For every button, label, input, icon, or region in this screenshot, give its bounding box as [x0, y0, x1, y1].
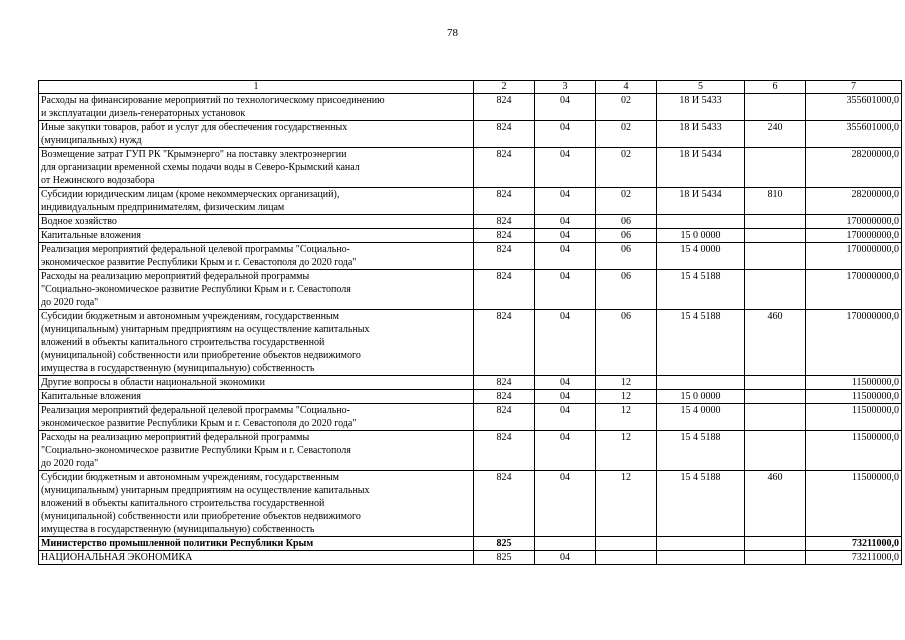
row-amount: 73211000,0 [806, 551, 902, 565]
header-col-3: 3 [535, 81, 596, 94]
row-description: Водное хозяйство [39, 215, 474, 229]
table-row [39, 215, 902, 229]
row-col-6 [745, 390, 806, 404]
table-row [39, 404, 902, 431]
row-amount: 28200000,0 [806, 188, 902, 215]
row-description: Субсидии юридическим лицам (кроме некоммерческих организаций), индивидуальным предпринимателям, физическим лицам [39, 188, 474, 215]
row-col-4: 12 [596, 471, 657, 537]
row-col-3: 04 [535, 376, 596, 390]
row-col-3: 04 [535, 390, 596, 404]
row-col-2: 824 [474, 121, 535, 148]
header-col-7: 7 [806, 81, 902, 94]
row-amount: 11500000,0 [806, 404, 902, 431]
row-amount: 170000000,0 [806, 270, 902, 310]
row-amount: 28200000,0 [806, 148, 902, 188]
row-amount: 73211000,0 [806, 537, 902, 551]
row-col-2: 824 [474, 215, 535, 229]
row-amount: 11500000,0 [806, 390, 902, 404]
row-description: Другие вопросы в области национальной экономики [39, 376, 474, 390]
row-description: Расходы на реализацию мероприятий федеральной программы "Социально-экономическое развитие Республики Крым и г. Севастополя до 2020 года" [39, 270, 474, 310]
row-description: Капитальные вложения [39, 229, 474, 243]
row-col-6 [745, 94, 806, 121]
row-col-2: 825 [474, 537, 535, 551]
row-col-3: 04 [535, 121, 596, 148]
row-amount: 11500000,0 [806, 431, 902, 471]
row-col-4: 02 [596, 121, 657, 148]
row-col-4 [596, 537, 657, 551]
row-description: Расходы на реализацию мероприятий федеральной программы "Социально-экономическое развитие Республики Крым и г. Севастополя до 2020 года" [39, 431, 474, 471]
row-col-2: 824 [474, 390, 535, 404]
row-col-2: 824 [474, 243, 535, 270]
row-col-2: 824 [474, 148, 535, 188]
row-col-5: 15 0 0000 [657, 390, 745, 404]
row-description: Расходы на финансирование мероприятий по технологическому присоединению и эксплуатации дизель-генераторных установок [39, 94, 474, 121]
row-col-3: 04 [535, 471, 596, 537]
row-col-4: 06 [596, 270, 657, 310]
row-col-4: 06 [596, 229, 657, 243]
row-description: НАЦИОНАЛЬНАЯ ЭКОНОМИКА [39, 551, 474, 565]
row-col-6: 460 [745, 471, 806, 537]
row-col-5 [657, 551, 745, 565]
row-col-6 [745, 243, 806, 270]
table-row [39, 471, 902, 537]
row-col-2: 824 [474, 229, 535, 243]
row-col-6 [745, 148, 806, 188]
row-col-5 [657, 376, 745, 390]
row-col-2: 824 [474, 404, 535, 431]
row-description: Иные закупки товаров, работ и услуг для обеспечения государственных (муниципальных) нужд [39, 121, 474, 148]
row-col-2: 824 [474, 471, 535, 537]
row-col-4: 12 [596, 376, 657, 390]
row-col-6 [745, 404, 806, 431]
row-col-3: 04 [535, 404, 596, 431]
row-col-6: 240 [745, 121, 806, 148]
table-row [39, 148, 902, 188]
row-col-5: 18 И 5434 [657, 148, 745, 188]
table-row [39, 243, 902, 270]
row-col-4: 02 [596, 148, 657, 188]
row-col-6 [745, 270, 806, 310]
row-col-3: 04 [535, 94, 596, 121]
row-col-4: 06 [596, 243, 657, 270]
row-col-5: 18 И 5433 [657, 94, 745, 121]
row-amount: 170000000,0 [806, 310, 902, 376]
row-col-3: 04 [535, 310, 596, 376]
row-col-4: 06 [596, 310, 657, 376]
row-col-5: 15 0 0000 [657, 229, 745, 243]
row-col-2: 824 [474, 376, 535, 390]
row-col-3: 04 [535, 270, 596, 310]
row-col-6: 810 [745, 188, 806, 215]
row-col-4: 02 [596, 188, 657, 215]
row-description: Капитальные вложения [39, 390, 474, 404]
row-col-6 [745, 229, 806, 243]
row-col-5: 18 И 5433 [657, 121, 745, 148]
row-col-6 [745, 376, 806, 390]
row-col-4: 12 [596, 431, 657, 471]
header-col-5: 5 [657, 81, 745, 94]
row-col-5: 15 4 0000 [657, 243, 745, 270]
table-row [39, 310, 902, 376]
row-col-5: 15 4 5188 [657, 431, 745, 471]
table-row [39, 121, 902, 148]
row-col-3: 04 [535, 243, 596, 270]
table-row [39, 188, 902, 215]
row-col-5: 15 4 5188 [657, 310, 745, 376]
row-col-6: 460 [745, 310, 806, 376]
header-row [39, 81, 902, 94]
row-col-3 [535, 537, 596, 551]
row-col-4: 06 [596, 215, 657, 229]
row-col-6 [745, 551, 806, 565]
row-col-3: 04 [535, 148, 596, 188]
header-col-2: 2 [474, 81, 535, 94]
row-description: Субсидии бюджетным и автономным учреждениям, государственным (муниципальным) унитарным предприятиям на осуществление капитальных вложений в объекты капитального строительства государственной (муниципальной) собственности или приобретение объектов недвижимого имущества в государственную (муниципальную) собственность [39, 471, 474, 537]
table-row [39, 431, 902, 471]
row-description: Реализация мероприятий федеральной целевой программы "Социально- экономическое развитие Республики Крым и г. Севастополя до 2020 года" [39, 243, 474, 270]
table-row [39, 551, 902, 565]
row-col-4 [596, 551, 657, 565]
header-col-4: 4 [596, 81, 657, 94]
row-col-2: 824 [474, 94, 535, 121]
row-col-4: 12 [596, 404, 657, 431]
row-amount: 11500000,0 [806, 376, 902, 390]
row-col-2: 824 [474, 188, 535, 215]
row-col-5: 15 4 5188 [657, 471, 745, 537]
row-amount: 355601000,0 [806, 121, 902, 148]
row-col-6 [745, 215, 806, 229]
row-col-6 [745, 537, 806, 551]
row-col-2: 824 [474, 270, 535, 310]
row-col-6 [745, 431, 806, 471]
header-col-6: 6 [745, 81, 806, 94]
row-col-3: 04 [535, 215, 596, 229]
table-row [39, 229, 902, 243]
table-body [39, 94, 902, 565]
row-description: Реализация мероприятий федеральной целевой программы "Социально- экономическое развитие Республики Крым и г. Севастополя до 2020 года" [39, 404, 474, 431]
table-row [39, 537, 902, 551]
row-col-2: 824 [474, 431, 535, 471]
row-col-4: 02 [596, 94, 657, 121]
table-row [39, 376, 902, 390]
row-amount: 355601000,0 [806, 94, 902, 121]
row-col-3: 04 [535, 188, 596, 215]
row-col-5: 15 4 0000 [657, 404, 745, 431]
row-col-3: 04 [535, 229, 596, 243]
row-col-5 [657, 537, 745, 551]
row-description: Возмещение затрат ГУП РК "Крымэнерго" на поставку электроэнергии для организации временной схемы подачи воды в Северо-Крымский канал от Нежинского водозабора [39, 148, 474, 188]
row-amount: 11500000,0 [806, 471, 902, 537]
row-col-5: 15 4 5188 [657, 270, 745, 310]
row-col-3: 04 [535, 431, 596, 471]
row-amount: 170000000,0 [806, 229, 902, 243]
header-col-1: 1 [39, 81, 474, 94]
row-amount: 170000000,0 [806, 215, 902, 229]
row-col-2: 824 [474, 310, 535, 376]
page-number: 78 [447, 27, 458, 39]
row-col-4: 12 [596, 390, 657, 404]
row-col-2: 825 [474, 551, 535, 565]
table-row [39, 94, 902, 121]
row-description: Министерство промышленной политики Республики Крым [39, 537, 474, 551]
budget-table [38, 80, 902, 565]
table-row [39, 270, 902, 310]
row-col-3: 04 [535, 551, 596, 565]
row-description: Субсидии бюджетным и автономным учреждениям, государственным (муниципальным) унитарным предприятиям на осуществление капитальных вложений в объекты капитального строительства государственной (муниципальной) собственности или приобретение объектов недвижимого имущества в государственную (муниципальную) собственность [39, 310, 474, 376]
table-row [39, 390, 902, 404]
row-col-5 [657, 215, 745, 229]
row-amount: 170000000,0 [806, 243, 902, 270]
row-col-5: 18 И 5434 [657, 188, 745, 215]
